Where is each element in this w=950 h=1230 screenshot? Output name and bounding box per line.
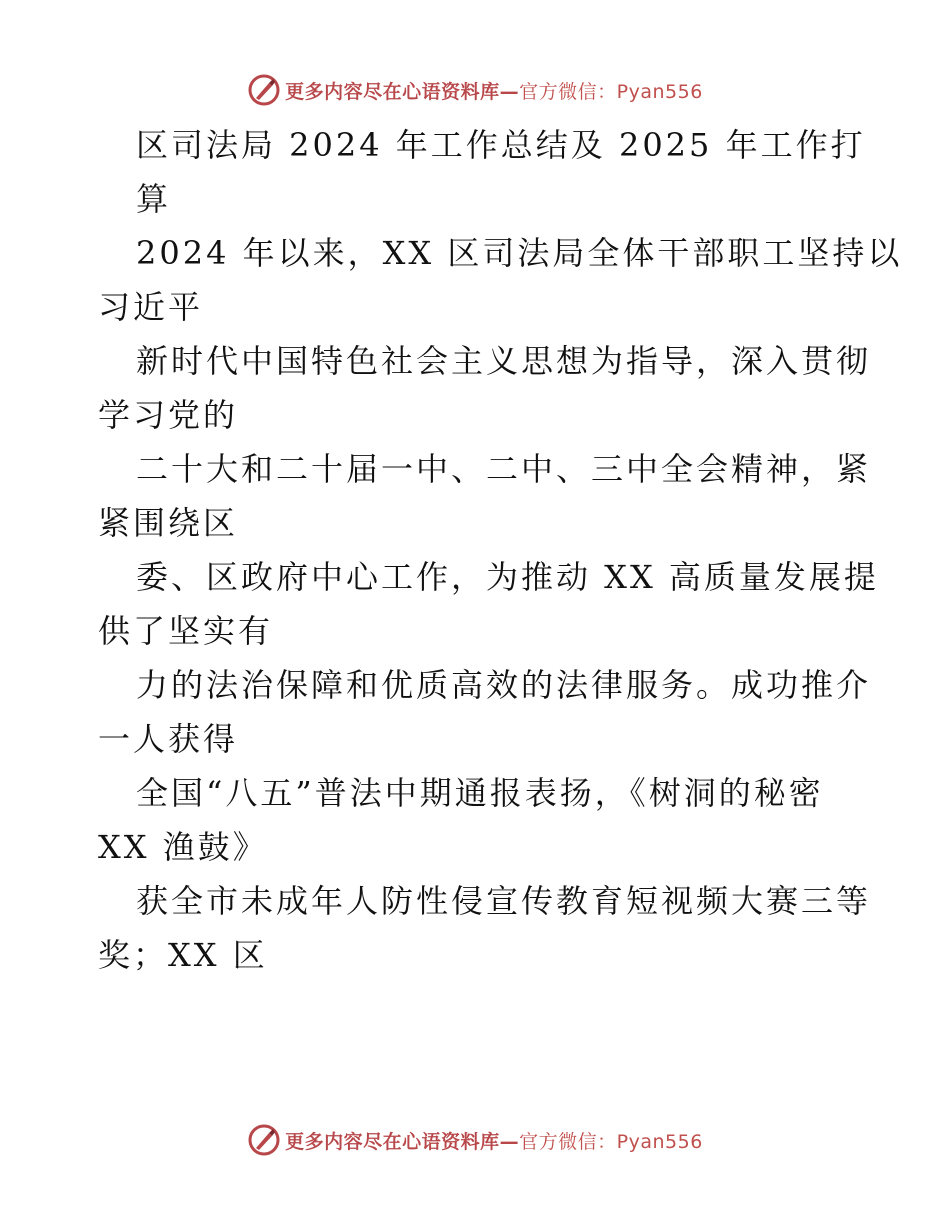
text-line: 算 bbox=[136, 180, 172, 218]
text-line: 学习党的 bbox=[98, 396, 239, 434]
footer-watermark-banner bbox=[0, 1120, 950, 1160]
text-line: XX 渔鼓》 bbox=[98, 828, 268, 866]
text-line: 习近平 bbox=[98, 288, 204, 326]
pen-seal-icon bbox=[247, 1123, 281, 1157]
text-line: 供了坚实有 bbox=[98, 612, 274, 650]
text-line: 力的法治保障和优质高效的法律服务。成功推介 bbox=[136, 666, 872, 704]
header-watermark-banner bbox=[0, 70, 950, 110]
text-line: 委、区政府中心工作，为推动 XX 高质量发展提 bbox=[136, 558, 879, 596]
text-line: 新时代中国特色社会主义思想为指导，深入贯彻 bbox=[136, 342, 872, 380]
text-line: 二十大和二十届一中、二中、三中全会精神，紧 bbox=[136, 450, 872, 488]
text-line: 获全市未成年人防性侵宣传教育短视频大赛三等 bbox=[136, 882, 872, 920]
text-line: 紧围绕区 bbox=[98, 504, 239, 542]
watermark-text: 更多内容尽在心语资料库—官方微信：Pyan556 bbox=[285, 1130, 703, 1153]
document-body bbox=[98, 118, 903, 982]
text-line: 区司法局 2024 年工作总结及 2025 年工作打 bbox=[136, 126, 866, 164]
text-line: 全国“八五”普法中期通报表扬，《树洞的秘密 bbox=[136, 774, 824, 812]
text-line: 一人获得 bbox=[98, 720, 239, 758]
text-line: 奖；XX 区 bbox=[98, 936, 268, 974]
text-line: 2024 年以来，XX 区司法局全体干部职工坚持以 bbox=[136, 234, 903, 272]
pen-seal-icon bbox=[247, 73, 281, 107]
watermark-text: 更多内容尽在心语资料库—官方微信：Pyan556 bbox=[285, 80, 703, 103]
